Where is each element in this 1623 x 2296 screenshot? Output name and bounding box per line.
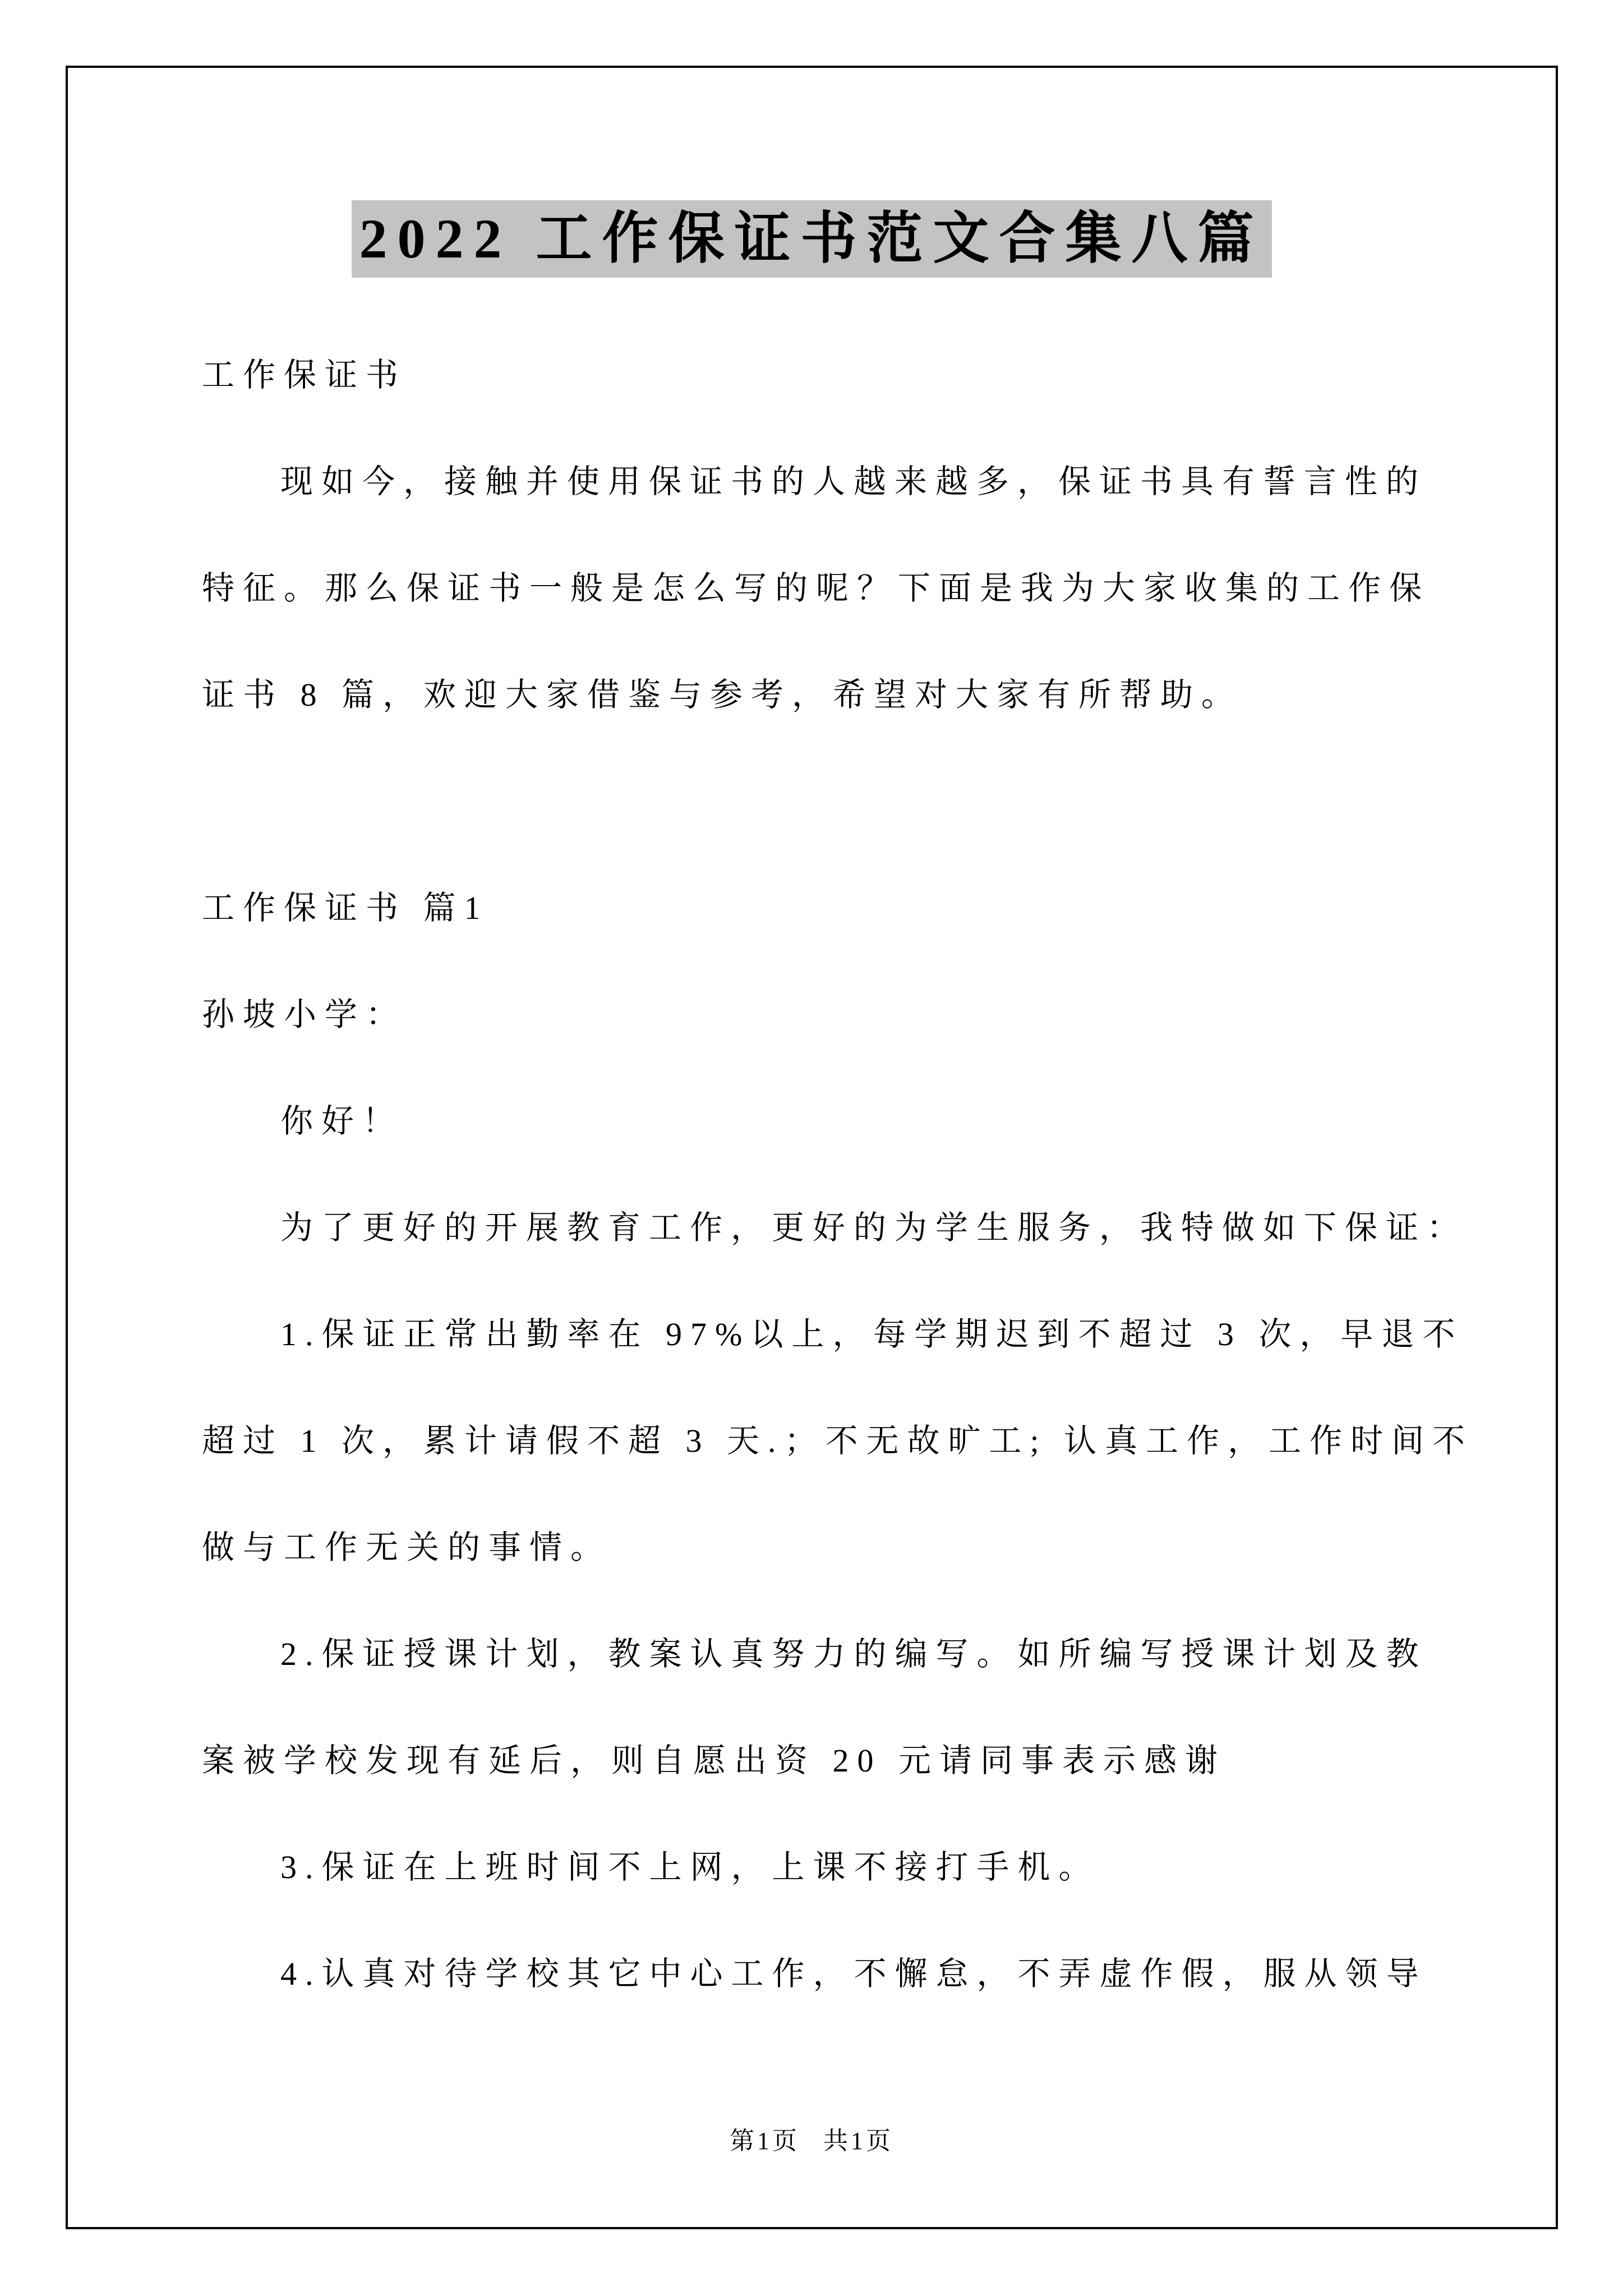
text-line <box>202 1175 1468 1281</box>
text-line-content: 证书 8 篇，欢迎大家借鉴与参考，希望对大家有所帮助。 <box>202 677 1243 713</box>
text-line-content: 工作保证书 篇1 <box>202 890 489 926</box>
document-title: 2022 工作保证书范文合集八篇 <box>352 200 1272 278</box>
text-line <box>202 1494 1436 1601</box>
title-row <box>0 200 1623 278</box>
text-line-content: 特征。那么保证书一般是怎么写的呢？下面是我为大家收集的工作保 <box>202 570 1431 606</box>
text-line-content: 2.保证授课计划，教案认真努力的编写。如所编写授课计划及教 <box>280 1636 1427 1672</box>
text-line-content: 孙坡小学： <box>202 996 407 1033</box>
text-line-content: 超过 1 次，累计请假不超 3 天.；不无故旷工; 认真工作，工作时间不 <box>202 1423 1474 1459</box>
text-line <box>202 961 1436 1068</box>
text-line-content: 3.保证在上班时间不上网，上课不接打手机。 <box>280 1849 1100 1885</box>
text-line-content: 1.保证正常出勤率在 97%以上，每学期迟到不超过 3 次，早退不 <box>280 1316 1464 1352</box>
text-line-content: 工作保证书 <box>202 357 407 393</box>
page-footer: 第1页 共1页 <box>730 2127 893 2155</box>
text-line <box>202 1281 1464 1388</box>
text-line <box>202 1814 1436 1921</box>
text-line-content: 4.认真对待学校其它中心工作，不懈怠，不弄虚作假，服从领导 <box>280 1955 1427 1992</box>
text-line <box>202 1068 1436 1175</box>
text-line <box>202 535 1436 642</box>
text-line <box>202 855 1436 961</box>
text-line <box>202 429 1436 535</box>
text-line <box>202 1921 1436 2027</box>
text-line <box>202 1708 1436 1814</box>
text-line-content: 案被学校发现有延后，则自愿出资 20 元请同事表示感谢 <box>202 1742 1227 1779</box>
text-line <box>202 322 1436 429</box>
text-line-content: 现如今，接触并使用保证书的人越来越多，保证书具有誓言性的 <box>280 463 1427 500</box>
text-line <box>202 1388 1474 1494</box>
text-line <box>202 642 1436 748</box>
text-line-content: 为了更好的开展教育工作，更好的为学生服务，我特做如下保证： <box>280 1209 1468 1246</box>
text-line <box>202 748 1436 855</box>
text-line-content: 做与工作无关的事情。 <box>202 1529 612 1566</box>
text-line-content: 你好！ <box>280 1103 404 1139</box>
text-line <box>202 1601 1436 1708</box>
document-body <box>202 322 1474 2027</box>
